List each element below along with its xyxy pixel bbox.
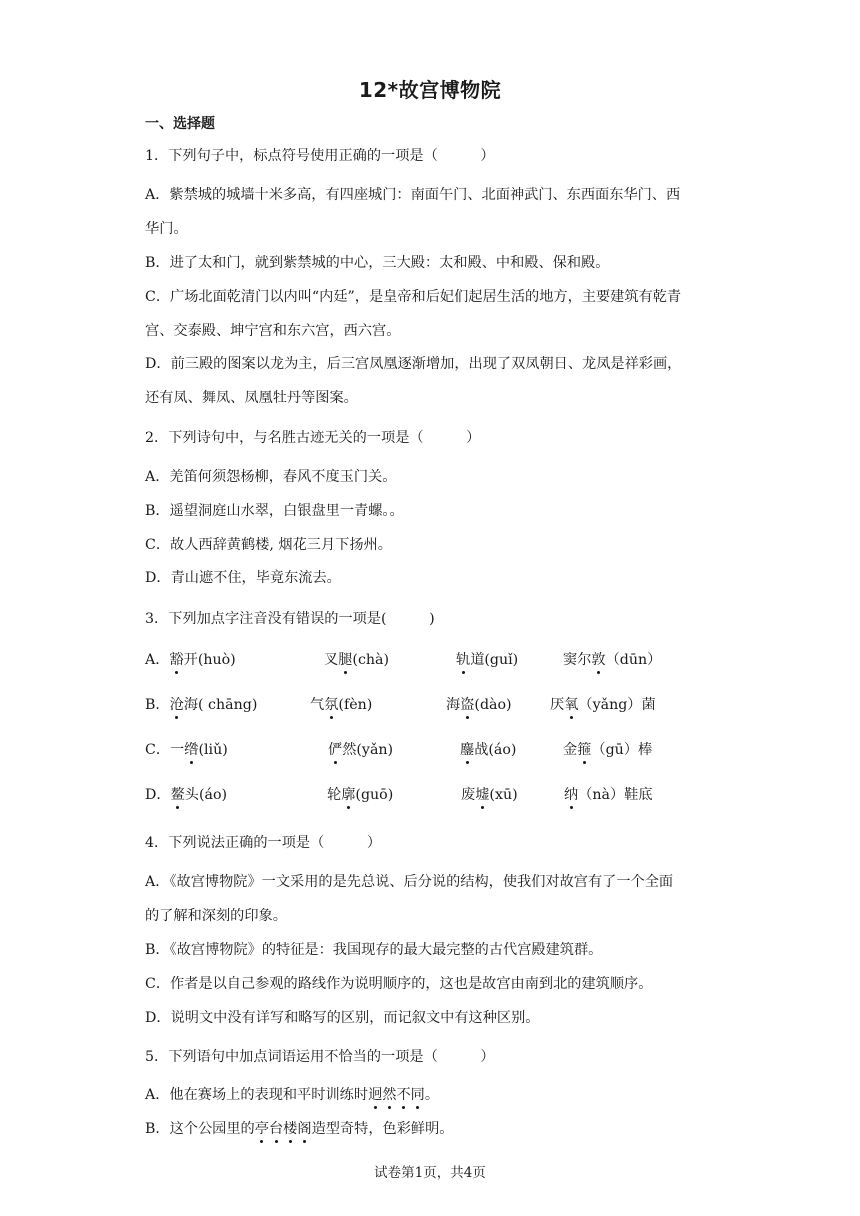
dotted-char: 豁 <box>169 652 184 668</box>
question-3-option-c-word-4 <box>563 741 652 759</box>
dotted-char: 盗 <box>460 697 475 713</box>
question-3-option-a-word-2 <box>324 651 389 669</box>
pinyin-text: 然(yǎn) <box>342 742 394 758</box>
question-4-option-b: B．《故宫博物院》的特征是：我国现存的最大最完整的古代宫殿建筑群。 <box>145 942 603 958</box>
dotted-char: 台 <box>268 1121 284 1137</box>
dotted-char: 楼 <box>283 1121 298 1137</box>
option-label: D． <box>145 787 171 803</box>
pinyin-text: 海( chāng) <box>183 697 258 713</box>
question-4-stem: 4．下列说法正确的一项是（ ） <box>145 835 382 851</box>
option-label: B． <box>145 697 170 713</box>
dotted-char: 腿 <box>338 652 353 668</box>
dotted-char: 然 <box>382 1087 397 1103</box>
question-1-option-d: D．前三殿的图案以龙为主，后三宫凤凰逐渐增加，出现了双凤朝日、龙凤是祥彩画， <box>145 356 682 372</box>
question-2-stem: 2．下列诗句中，与名胜古迹无关的一项是（ ） <box>145 430 481 446</box>
word-text: 一 <box>170 742 185 758</box>
question-1-option-b: B．进了太和门，就到紫禁城的中心，三大殿：太和殿、中和殿、保和殿。 <box>145 255 610 271</box>
dotted-char: 鳌 <box>170 787 185 803</box>
question-3-option-d-word-4 <box>564 786 653 804</box>
question-4-option-a: A．《故宫博物院》一文采用的是先总说、后分说的结构，使我们对故宫有了一个全面 <box>145 874 674 890</box>
word-text: 废 <box>461 787 476 803</box>
question-3-option-c-word-3 <box>460 741 516 759</box>
dotted-char: 纳 <box>564 787 579 803</box>
question-4-option-c: C．作者是以自己参观的路线作为说明顺序的，这也是故宫由南到北的建筑顺序。 <box>145 976 653 992</box>
word-text: 窦尔 <box>563 652 592 668</box>
question-3-option-d-word-3 <box>461 786 518 804</box>
dotted-char: 阁 <box>297 1121 312 1137</box>
question-3-option-d <box>145 786 227 804</box>
dotted-char: 鏖 <box>460 742 475 758</box>
word-text: 金 <box>563 742 578 758</box>
page-footer: 试卷第1页，共4页 <box>374 1165 486 1181</box>
word-text: 轮 <box>327 787 342 803</box>
question-5-option-a <box>145 1086 439 1104</box>
question-3-option-c <box>145 741 228 759</box>
dotted-char: 绺 <box>184 742 199 758</box>
dotted-char: 箍 <box>577 742 592 758</box>
pinyin-text: 战(áo) <box>474 742 517 758</box>
page-title: 12*故宫博物院 <box>358 78 502 102</box>
question-3-stem: 3．下列加点字注音没有错误的一项是( ) <box>145 611 435 627</box>
question-1-option-a: A．紫禁城的城墙十米多高，有四座城门：南面午门、北面神武门、东西面东华门、西 <box>145 187 681 203</box>
pinyin-text: (chà) <box>352 652 390 668</box>
question-1-option-c-cont: 宫、交泰殿、坤宁宫和东六宫，西六宫。 <box>145 323 401 339</box>
question-1-option-c: C．广场北面乾清门以内叫“内廷”，是皇帝和后妃们起居生活的地方，主要建筑有乾青 <box>145 289 682 305</box>
dotted-char: 同 <box>410 1087 425 1103</box>
word-text: 海 <box>446 697 461 713</box>
pinyin-text: （gū）棒 <box>591 742 653 758</box>
option-text: 。 <box>424 1087 440 1103</box>
question-3-option-a <box>145 651 236 669</box>
pinyin-text: (liǔ) <box>198 742 228 758</box>
option-text: 造型奇特，色彩鲜明。 <box>311 1121 454 1137</box>
pinyin-text: 开(huò) <box>183 652 236 668</box>
question-3-option-a-word-4 <box>563 651 661 669</box>
word-text: 叉 <box>324 652 339 668</box>
dotted-char: 俨 <box>328 742 343 758</box>
question-3-option-d-word-2 <box>327 786 393 804</box>
question-1-stem: 1．下列句子中，标点符号使用正确的一项是（ ） <box>145 148 495 164</box>
dotted-char: 迥 <box>368 1087 383 1103</box>
pinyin-text: （nà）鞋底 <box>578 787 653 803</box>
dotted-char: 墟 <box>475 787 490 803</box>
dotted-char: 亭 <box>254 1121 269 1137</box>
question-4-option-d: D．说明文中没有详写和略写的区别，而记叙文中有这种区别。 <box>145 1010 540 1026</box>
question-3-option-b-word-4 <box>550 696 656 714</box>
pinyin-text: (xū) <box>489 787 518 803</box>
question-5-stem: 5．下列语句中加点词语运用不恰当的一项是（ ） <box>145 1049 495 1065</box>
pinyin-text: (guō) <box>355 787 394 803</box>
word-text: 厌 <box>550 697 565 713</box>
dotted-char: 沧 <box>169 697 184 713</box>
pinyin-text: （dūn） <box>605 652 662 668</box>
question-2-option-d: D．青山遮不住，毕竟东流去。 <box>145 570 341 586</box>
dotted-char: 敦 <box>591 652 606 668</box>
option-text: A．他在赛场上的表现和平时训练时 <box>145 1087 369 1103</box>
section-heading: 一、选择题 <box>145 116 215 132</box>
pinyin-text: 头(áo) <box>184 787 228 803</box>
pinyin-text: (fèn) <box>338 697 373 713</box>
pinyin-text: （yǎng）菌 <box>578 697 656 713</box>
pinyin-text: 道(guǐ) <box>470 652 519 668</box>
dotted-char: 廓 <box>341 787 356 803</box>
pinyin-text: (dào) <box>474 697 512 713</box>
question-3-option-b-word-2 <box>310 696 372 714</box>
question-3-option-c-word-2 <box>328 741 393 759</box>
question-2-option-c: C．故人西辞黄鹤楼, 烟花三月下扬州。 <box>145 537 392 553</box>
question-2-option-b: B．遥望洞庭山水翠，白银盘里一青螺。。 <box>145 503 404 519</box>
question-2-option-a: A．羌笛何须怨杨柳，春风不度玉门关。 <box>145 469 397 485</box>
word-text: 气 <box>310 697 325 713</box>
question-3-option-b-word-3 <box>446 696 512 714</box>
option-label: C． <box>145 742 171 758</box>
question-5-option-b <box>145 1120 453 1138</box>
question-3-option-a-word-3 <box>456 651 518 669</box>
question-1-option-d-cont: 还有凤、舞凤、凤凰牡丹等图案。 <box>145 390 358 406</box>
dotted-char: 轨 <box>456 652 471 668</box>
dotted-char: 氛 <box>324 697 339 713</box>
dotted-char: 氧 <box>564 697 579 713</box>
option-label: A． <box>145 652 170 668</box>
question-4-option-a-cont: 的了解和深刻的印象。 <box>145 908 287 924</box>
question-1-option-a-cont: 华门。 <box>145 221 188 237</box>
dotted-char: 不 <box>396 1087 411 1103</box>
option-text: B．这个公园里的 <box>145 1121 255 1137</box>
question-3-option-b <box>145 696 257 714</box>
